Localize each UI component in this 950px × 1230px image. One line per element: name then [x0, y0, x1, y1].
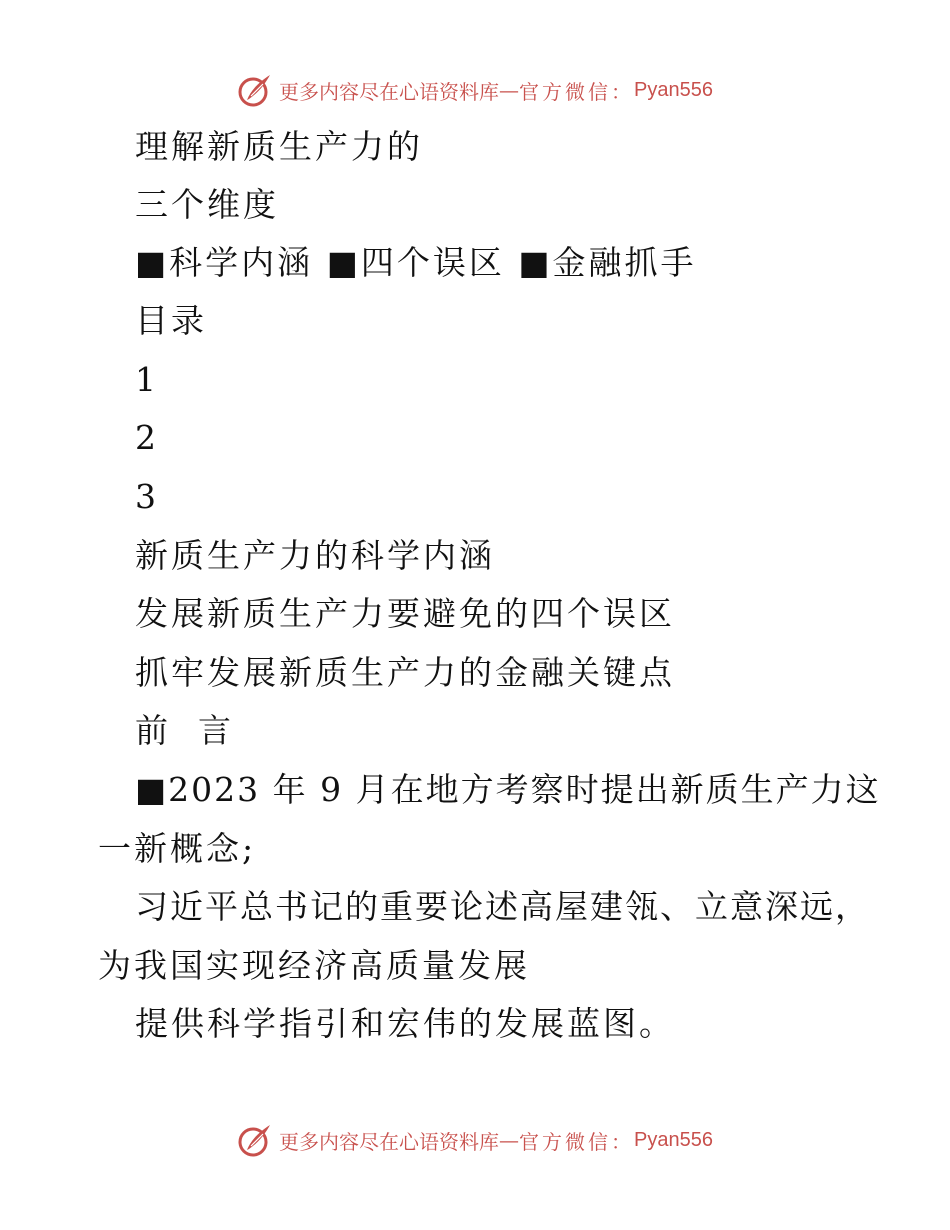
toc-number-2: 2 — [135, 418, 159, 457]
toc-item-2: 发展新质生产力要避免的四个误区 — [135, 594, 675, 633]
watermark-separator: — — [499, 78, 520, 102]
paragraph-1-line-1: ■2023 年 9 月在地方考察时提出新质生产力这 — [135, 770, 881, 809]
title-line-2: 三个维度 — [135, 185, 279, 224]
keywords-line — [98, 241, 895, 285]
feather-pen-icon — [237, 1122, 273, 1158]
toc-item-3: 抓牢发展新质生产力的金融关键点 — [135, 653, 675, 692]
watermark-official-text: 官方微信： — [519, 79, 635, 104]
keyword-3: ■金融抓手 — [518, 243, 697, 282]
header-watermark — [0, 70, 950, 110]
footer-watermark — [0, 1120, 950, 1160]
feather-pen-icon — [237, 72, 273, 108]
watermark-wechat-id: Pyan556 — [634, 1128, 713, 1151]
paragraph-2-line-1: 习近平总书记的重要论述高屋建瓴、立意深远， — [135, 887, 870, 926]
watermark-official-text: 官方微信： — [519, 1129, 635, 1154]
toc-number-3: 3 — [135, 477, 159, 516]
watermark-separator: — — [499, 1128, 520, 1152]
watermark-site-text: 更多内容尽在心语资料库 — [279, 79, 500, 104]
watermark-wechat-id: Pyan556 — [634, 78, 713, 101]
keyword-2: ■四个误区 — [326, 243, 505, 282]
watermark-site-text: 更多内容尽在心语资料库 — [279, 1129, 500, 1154]
title-line-1: 理解新质生产力的 — [135, 127, 423, 166]
toc-heading: 目录 — [135, 301, 207, 340]
paragraph-1-line-2: 一新概念; — [98, 829, 257, 868]
toc-item-1: 新质生产力的科学内涵 — [135, 536, 495, 575]
paragraph-2-line-2: 为我国实现经济高质量发展 — [98, 946, 530, 985]
toc-number-1: 1 — [135, 360, 159, 399]
keyword-1: ■科学内涵 — [135, 243, 314, 282]
preface-heading: 前 言 — [135, 711, 234, 750]
paragraph-3: 提供科学指引和宏伟的发展蓝图。 — [135, 1004, 675, 1043]
